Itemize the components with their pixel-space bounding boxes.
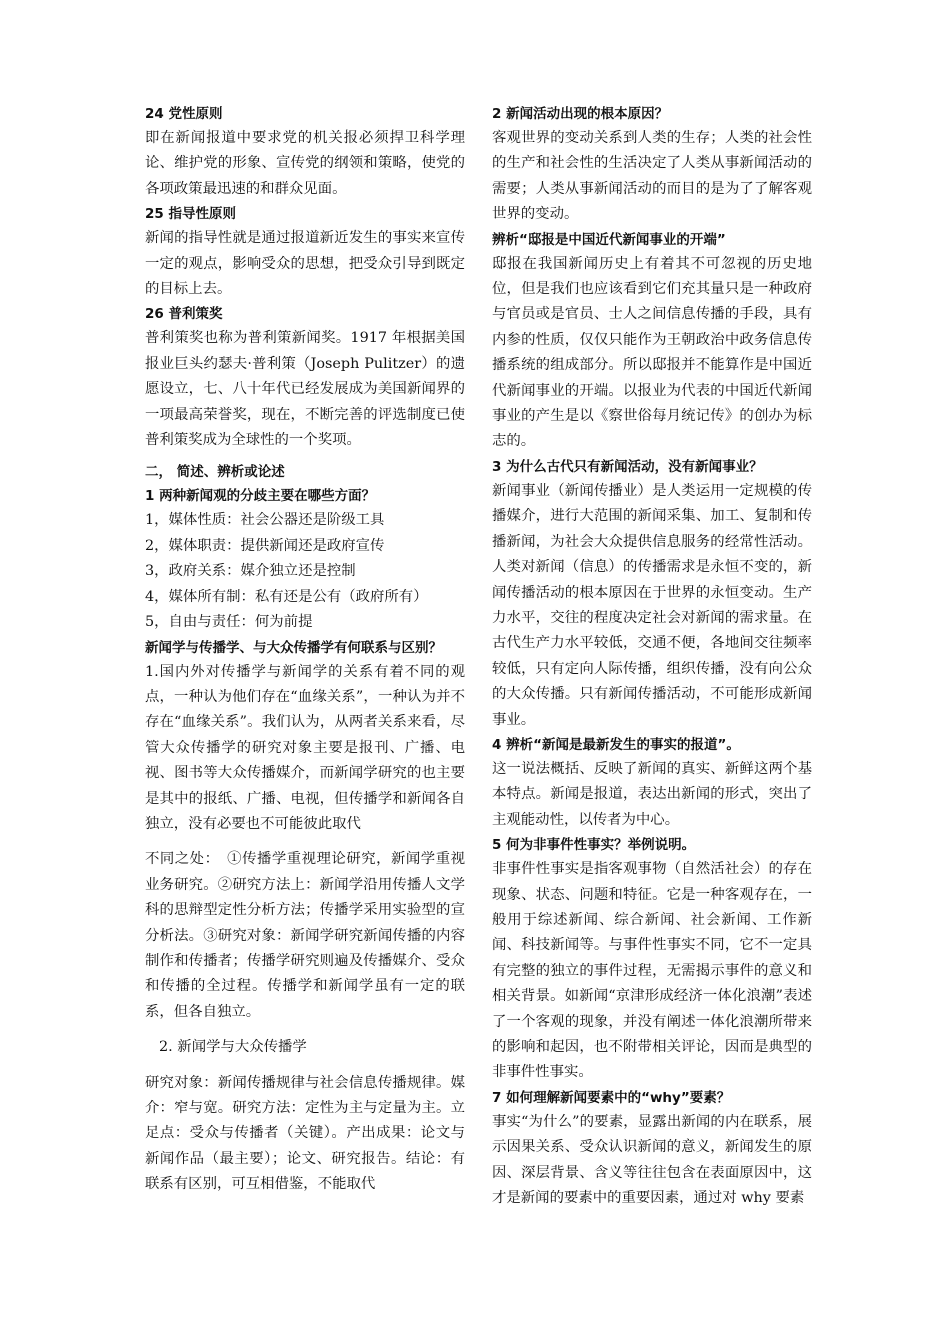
question-7-title: 7 如何理解新闻要素中的“why”要素？ (492, 1089, 731, 1106)
question-3-title: 3 为什么古代只有新闻活动，没有新闻事业？ (492, 458, 763, 475)
question-journalism-body-3: 研究对象：新闻传播规律与社会信息传播规律。媒介：窄与宽。研究方法：定性为主与定量为主。立足点：受众与传播者（关键）。产出成果：论文与新闻作品（最主要）；论文、研究报告。结论：有联系有区别，可互相借鉴，不能取代 (145, 1074, 465, 1193)
question-dibao-body: 邸报在我国新闻历史上有着其不可忽视的历史地位，但是我们也应该看到它们充其量只是一种政府与官员或是官员、士人之间信息传播的手段，具有内参的性质，仅仅只能作为王朝政治中政务信息传播系统的组成部分。所以邸报并不能算作是中国近代新闻事业的开端。以报业为代表的中国近代新闻事业的产生是以《察世俗每月统记传》的创办为标志的。 (492, 255, 812, 450)
question-1-item: 3，政府关系：媒介独立还是控制 (145, 563, 356, 580)
question-journalism-body-2: 不同之处： ①传播学重视理论研究，新闻学重视业务研究。②研究方法上：新闻学沿用传播人文学科的思辩型定性分析方法；传播学采用实验型的宣分析法。③研究对象：新闻学研究新闻传播的内容制作和传播者；传播学研究则遍及传播媒介、受众和传播的全过程。传播学和新闻学虽有一定的联系，但各自独立。 (145, 851, 465, 1020)
question-journalism-body-1: 1.国内外对传播学与新闻学的关系有着不同的观点，一种认为他们存在“血缘关系”，一种认为并不存在“血缘关系”。我们认为，从两者关系来看，尽管大众传播学的研究对象主要是报刊、广播、电视、图书等大众传播媒介，而新闻学研究的也主要是其中的报纸、广播、电视，但传播学和新闻各自独立，没有必要也不可能彼此取代 (145, 663, 465, 832)
question-5-title: 5 何为非事件性事实？举例说明。 (492, 837, 696, 854)
section-25-body: 新闻的指导性就是通过报道新近发生的事实来宣传一定的观点，影响受众的思想，把受众引导到既定的目标上去。 (145, 230, 465, 298)
left-column (145, 102, 465, 1198)
part-2-heading: 二， 简述、辨析或论述 (145, 464, 285, 481)
question-journalism-title: 新闻学与传播学、与大众传播学有何联系与区别？ (145, 639, 442, 656)
section-24-body: 即在新闻报道中要求党的机关报必须捍卫科学理论、维护党的形象、宣传党的纲领和策略，使党的各项政策最迅速的和群众见面。 (145, 130, 465, 197)
question-2-body: 客观世界的变动关系到人类的生存；人类的社会性的生产和社会性的生活决定了人类从事新闻活动的需要；人类从事新闻活动的而目的是为了了解客观世界的变动。 (492, 130, 812, 223)
question-1-item: 5，自由与责任：何为前提 (145, 614, 313, 631)
question-1-item: 2，媒体职责：提供新闻还是政府宣传 (145, 537, 385, 554)
question-5-body: 非事件性事实是指客观事物（自然活社会）的存在现象、状态、问题和特征。它是一种客观存在，一般用于综述新闻、综合新闻、社会新闻、工作新闻、科技新闻等。与事件性事实不同，它不一定具有完整的独立的事件过程，无需揭示事件的意义和相关背景。如新闻“京津形成经济一体化浪潮”表述了一个客观的现象，并没有阐述一体化浪潮所带来的影响和起因，也不附带相关评论，因而是典型的非事件性事实。 (492, 861, 812, 1081)
question-7-body: 事实“为什么”的要素，显露出新闻的内在联系，展示因果关系、受众认识新闻的意义，新闻发生的原因、深层背景、含义等往往包含在表面原因中，这才是新闻的要素中的重要因素，通过对 why 要素 (492, 1113, 812, 1207)
question-4-body: 这一说法概括、反映了新闻的真实、新鲜这两个基本特点。新闻是报道，表达出新闻的形式，突出了主观能动性，以传者为中心。 (492, 760, 812, 828)
right-column (492, 102, 812, 1211)
section-26-body: 普利策奖也称为普利策新闻奖。1917 年根据美国报业巨头约瑟夫·普利策（Joseph Pulitzer）的遗愿设立，七、八十年代已经发展成为美国新闻界的一项最高荣誉奖，现在，不断完善的评选制度已使普利策奖成为全球性的一个奖项。 (145, 330, 465, 449)
question-2-title: 2 新闻活动出现的根本原因？ (492, 106, 669, 122)
question-1-item: 1，媒体性质：社会公器还是阶级工具 (145, 512, 385, 529)
question-3-body: 新闻事业（新闻传播业）是人类运用一定规模的传播媒介，进行大范围的新闻采集、加工、复制和传播新闻，为社会大众提供信息服务的经常性活动。人类对新闻（信息）的传播需求是永恒不变的，新闻传播活动的根本原因在于世界的永恒变动。生产力水平，交往的程度决定社会对新闻的需求量。在古代生产力水平较低，交通不便，各地间交往频率较低，只有定向人际传播，组织传播，没有向公众的大众传播。只有新闻传播活动，不可能形成新闻事业。 (492, 482, 812, 728)
question-journalism-subheading: 2. 新闻学与大众传播学 (159, 1039, 307, 1056)
question-1-title: 1 两种新闻观的分歧主要在哪些方面？ (145, 488, 376, 505)
section-25-title: 25 指导性原则 (145, 206, 236, 223)
section-24-title: 24 党性原则 (145, 106, 223, 122)
question-1-item: 4，媒体所有制：私有还是公有（政府所有） (145, 588, 428, 605)
section-26-title: 26 普利策奖 (145, 306, 223, 323)
question-dibao-title: 辨析“邸报是中国近代新闻事业的开端” (492, 231, 726, 248)
question-4-title: 4 辨析“新闻是最新发生的事实的报道”。 (492, 736, 740, 753)
